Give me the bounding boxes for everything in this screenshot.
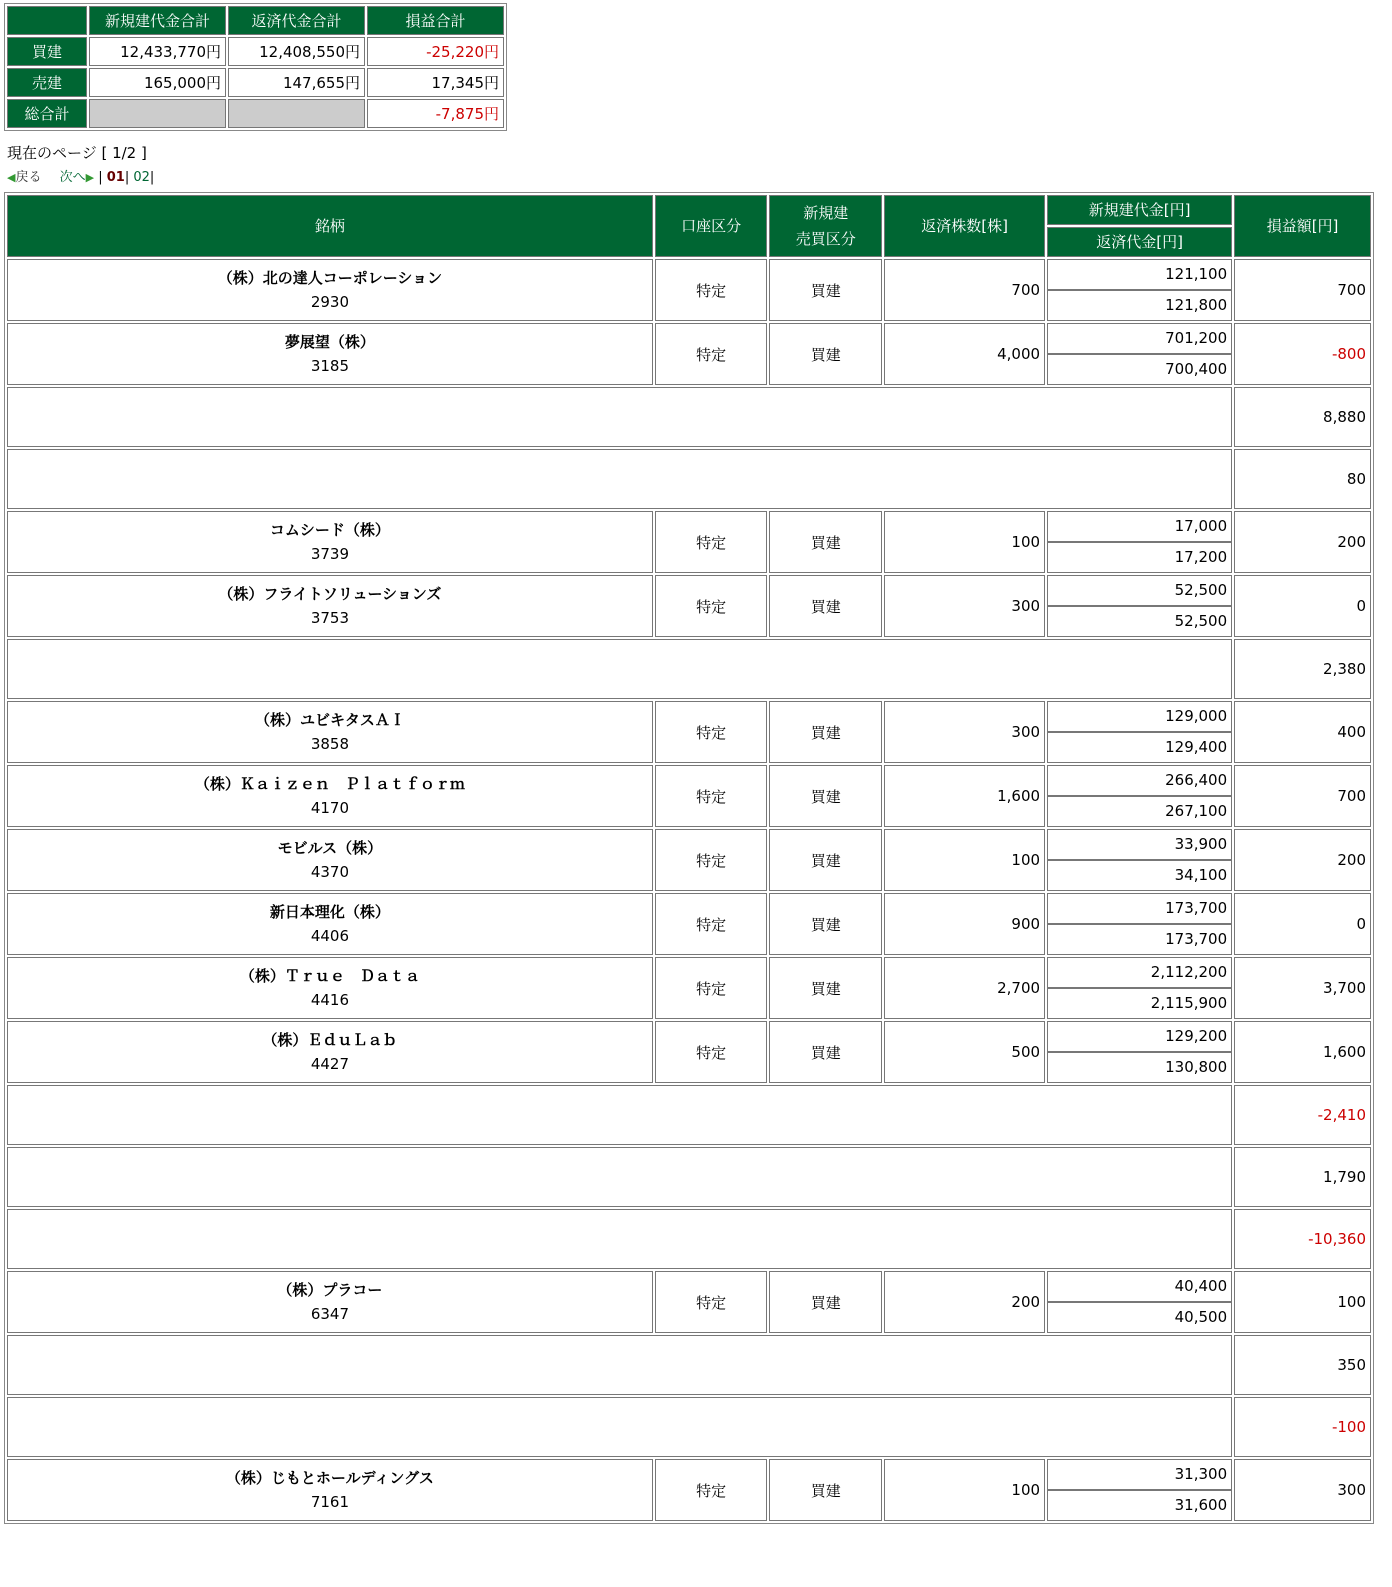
side-cell: 買建 (769, 765, 882, 827)
side-cell: 買建 (769, 1459, 882, 1521)
account-cell: 特定 (655, 259, 768, 321)
pl-cell: -100 (1234, 1397, 1371, 1457)
pl-cell: 200 (1234, 511, 1371, 573)
return-price: 2,115,900 (1150, 994, 1228, 1012)
col-header-pl: 損益額[円] (1234, 195, 1371, 257)
stock-cell (7, 511, 653, 573)
stock-name: （株）ユビキタスＡＩ (254, 711, 405, 729)
table-row (7, 1209, 1371, 1269)
price-cell (1047, 1459, 1232, 1521)
new-price: 266,400 (1048, 766, 1231, 797)
pagination (7, 166, 154, 185)
pl-cell: 1,790 (1234, 1147, 1371, 1207)
stock-cell (7, 575, 653, 637)
page-separator: | (98, 170, 107, 185)
positions-table (4, 192, 1374, 1524)
table-row (7, 765, 1371, 827)
summary-new-total: 165,000円 (89, 68, 226, 97)
shares-cell: 300 (884, 575, 1045, 637)
pl-cell: 2,380 (1234, 639, 1371, 699)
stock-code: 3739 (310, 545, 349, 563)
stock-cell (7, 259, 653, 321)
shares-cell: 300 (884, 701, 1045, 763)
redacted-cell (7, 1335, 1232, 1395)
redacted-cell (7, 1085, 1232, 1145)
table-row (7, 701, 1371, 763)
table-row (7, 1085, 1371, 1145)
pl-cell: 350 (1234, 1335, 1371, 1395)
account-cell: 特定 (655, 575, 768, 637)
price-cell (1047, 323, 1232, 385)
stock-name: （株）じもとホールディングス (225, 1469, 434, 1487)
shares-cell: 100 (884, 829, 1045, 891)
col-header-side (769, 195, 882, 257)
redacted-cell (7, 1147, 1232, 1207)
back-link[interactable] (7, 170, 41, 185)
summary-row-label: 総合計 (7, 99, 87, 128)
col-header-account: 口座区分 (655, 195, 768, 257)
pl-cell: 0 (1234, 893, 1371, 955)
col-header-shares: 返済株数[株] (884, 195, 1045, 257)
new-price: 17,000 (1048, 512, 1231, 543)
shares-cell: 100 (884, 511, 1045, 573)
table-row (7, 1147, 1371, 1207)
summary-header-new: 新規建代金合計 (89, 6, 226, 35)
account-cell: 特定 (655, 765, 768, 827)
return-price: 17,200 (1174, 548, 1228, 566)
stock-code: 4427 (310, 1055, 349, 1073)
shares-cell: 2,700 (884, 957, 1045, 1019)
stock-cell (7, 701, 653, 763)
table-row (7, 1335, 1371, 1395)
pl-cell: -800 (1234, 323, 1371, 385)
shares-cell: 1,600 (884, 765, 1045, 827)
stock-name: 新日本理化（株） (269, 903, 390, 921)
new-price: 40,400 (1048, 1272, 1231, 1303)
pl-cell: 200 (1234, 829, 1371, 891)
pl-cell: -2,410 (1234, 1085, 1371, 1145)
summary-return-total (228, 99, 365, 128)
return-price: 700,400 (1165, 360, 1228, 378)
redacted-cell (7, 387, 1232, 447)
stock-cell (7, 1459, 653, 1521)
shares-cell: 4,000 (884, 323, 1045, 385)
account-cell: 特定 (655, 323, 768, 385)
price-cell (1047, 893, 1232, 955)
stock-name: （株）フライトソリューションズ (218, 585, 442, 603)
shares-cell: 100 (884, 1459, 1045, 1521)
summary-return-total: 147,655円 (228, 68, 365, 97)
page-link[interactable]: 02 (133, 170, 150, 185)
side-cell: 買建 (769, 1271, 882, 1333)
page-separator: | (124, 170, 134, 185)
summary-new-total (89, 99, 226, 128)
stock-name: コムシード（株） (269, 521, 390, 539)
summary-header-return: 返済代金合計 (228, 6, 365, 35)
table-row (7, 259, 1371, 321)
price-cell (1047, 511, 1232, 573)
new-price: 2,112,200 (1048, 958, 1231, 989)
summary-pl-total: 17,345円 (367, 68, 504, 97)
side-cell: 買建 (769, 957, 882, 1019)
summary-pl-total: -7,875円 (367, 99, 504, 128)
stock-code: 4416 (310, 991, 349, 1009)
summary-return-total: 12,408,550円 (228, 37, 365, 66)
stock-cell (7, 1021, 653, 1083)
pl-cell: 1,600 (1234, 1021, 1371, 1083)
table-row (7, 1021, 1371, 1083)
price-cell (1047, 259, 1232, 321)
shares-cell: 700 (884, 259, 1045, 321)
pl-cell: 700 (1234, 765, 1371, 827)
account-cell: 特定 (655, 511, 768, 573)
summary-corner (7, 6, 87, 35)
side-cell: 買建 (769, 511, 882, 573)
pl-cell: 3,700 (1234, 957, 1371, 1019)
new-price: 173,700 (1048, 894, 1231, 925)
stock-name: （株）ＥｄｕＬａｂ (262, 1031, 398, 1049)
stock-cell (7, 1271, 653, 1333)
stock-name: モビルス（株） (277, 839, 383, 857)
stock-code: 3858 (310, 735, 349, 753)
return-price: 173,700 (1165, 930, 1228, 948)
table-row (7, 1271, 1371, 1333)
shares-cell: 200 (884, 1271, 1045, 1333)
stock-code: 3185 (310, 357, 349, 375)
summary-row-label: 売建 (7, 68, 87, 97)
next-link[interactable] (60, 170, 94, 185)
new-price: 121,100 (1048, 260, 1231, 291)
stock-code: 4370 (310, 863, 349, 881)
account-cell: 特定 (655, 829, 768, 891)
account-cell: 特定 (655, 1021, 768, 1083)
redacted-cell (7, 639, 1232, 699)
price-cell (1047, 701, 1232, 763)
return-price: 34,100 (1174, 866, 1228, 884)
current-page-indicator: 現在のページ [ 1/2 ] (7, 144, 147, 162)
summary-row-label: 買建 (7, 37, 87, 66)
summary-table (4, 3, 507, 131)
side-cell: 買建 (769, 259, 882, 321)
account-cell: 特定 (655, 1459, 768, 1521)
summary-header-pl: 損益合計 (367, 6, 504, 35)
stock-cell (7, 765, 653, 827)
page-link-current[interactable]: 01 (106, 170, 125, 185)
table-row (7, 575, 1371, 637)
col-header-new-price: 新規建代金[円] (1047, 195, 1232, 225)
side-cell: 買建 (769, 701, 882, 763)
stock-cell (7, 957, 653, 1019)
new-price: 701,200 (1048, 324, 1231, 355)
pl-cell: -10,360 (1234, 1209, 1371, 1269)
stock-cell (7, 323, 653, 385)
table-row (7, 829, 1371, 891)
col-header-return-price: 返済代金[円] (1047, 227, 1232, 257)
stock-cell (7, 893, 653, 955)
side-cell: 買建 (769, 829, 882, 891)
stock-name: （株）Ｋａｉｚｅｎ Ｐｌａｔｆｏｒｍ (194, 775, 465, 793)
redacted-cell (7, 1397, 1232, 1457)
table-row (7, 1459, 1371, 1521)
price-cell (1047, 957, 1232, 1019)
stock-cell (7, 829, 653, 891)
page-separator: | (149, 170, 155, 185)
summary-pl-total: -25,220円 (367, 37, 504, 66)
side-cell: 買建 (769, 893, 882, 955)
shares-cell: 900 (884, 893, 1045, 955)
stock-name: （株）プラコー (277, 1281, 383, 1299)
return-price: 121,800 (1165, 296, 1228, 314)
account-cell: 特定 (655, 701, 768, 763)
stock-code: 3753 (310, 609, 349, 627)
pl-cell: 100 (1234, 1271, 1371, 1333)
return-price: 267,100 (1165, 802, 1228, 820)
return-price: 40,500 (1174, 1308, 1228, 1326)
stock-code: 6347 (310, 1305, 349, 1323)
col-header-side-line2: 売買区分 (795, 230, 856, 248)
pl-cell: 0 (1234, 575, 1371, 637)
triangle-right-icon: ▶ (85, 171, 95, 184)
new-price: 129,200 (1048, 1022, 1231, 1053)
triangle-left-icon: ◀ (7, 171, 16, 184)
table-row (7, 511, 1371, 573)
stock-name: 夢展望（株） (284, 333, 375, 351)
pl-cell: 300 (1234, 1459, 1371, 1521)
side-cell: 買建 (769, 1021, 882, 1083)
pl-cell: 80 (1234, 449, 1371, 509)
shares-cell: 500 (884, 1021, 1045, 1083)
price-cell (1047, 1271, 1232, 1333)
table-row (7, 323, 1371, 385)
account-cell: 特定 (655, 1271, 768, 1333)
account-cell: 特定 (655, 893, 768, 955)
summary-new-total: 12,433,770円 (89, 37, 226, 66)
return-price: 52,500 (1174, 612, 1228, 630)
return-price: 129,400 (1165, 738, 1228, 756)
account-cell: 特定 (655, 957, 768, 1019)
side-cell: 買建 (769, 323, 882, 385)
stock-name: （株）Ｔｒｕｅ Ｄａｔａ (239, 967, 420, 985)
redacted-cell (7, 1209, 1232, 1269)
stock-code: 7161 (310, 1493, 349, 1511)
back-label: 戻る (15, 170, 42, 185)
table-row (7, 1397, 1371, 1457)
stock-name: （株）北の達人コーポレーション (217, 269, 443, 287)
price-cell (1047, 829, 1232, 891)
table-row (7, 449, 1371, 509)
pl-cell: 8,880 (1234, 387, 1371, 447)
stock-code: 4170 (310, 799, 349, 817)
price-cell (1047, 1021, 1232, 1083)
price-cell (1047, 575, 1232, 637)
new-price: 33,900 (1048, 830, 1231, 861)
return-price: 130,800 (1165, 1058, 1228, 1076)
table-row (7, 639, 1371, 699)
new-price: 52,500 (1048, 576, 1231, 607)
col-header-name: 銘柄 (7, 195, 653, 257)
stock-code: 4406 (310, 927, 349, 945)
price-cell (1047, 765, 1232, 827)
new-price: 129,000 (1048, 702, 1231, 733)
next-label: 次へ (59, 170, 86, 185)
col-header-side-line1: 新規建 (803, 204, 849, 222)
return-price: 31,600 (1174, 1496, 1228, 1514)
new-price: 31,300 (1048, 1460, 1231, 1491)
table-row (7, 387, 1371, 447)
side-cell: 買建 (769, 575, 882, 637)
stock-code: 2930 (310, 293, 349, 311)
pl-cell: 700 (1234, 259, 1371, 321)
pl-cell: 400 (1234, 701, 1371, 763)
table-row (7, 893, 1371, 955)
redacted-cell (7, 449, 1232, 509)
table-row (7, 957, 1371, 1019)
